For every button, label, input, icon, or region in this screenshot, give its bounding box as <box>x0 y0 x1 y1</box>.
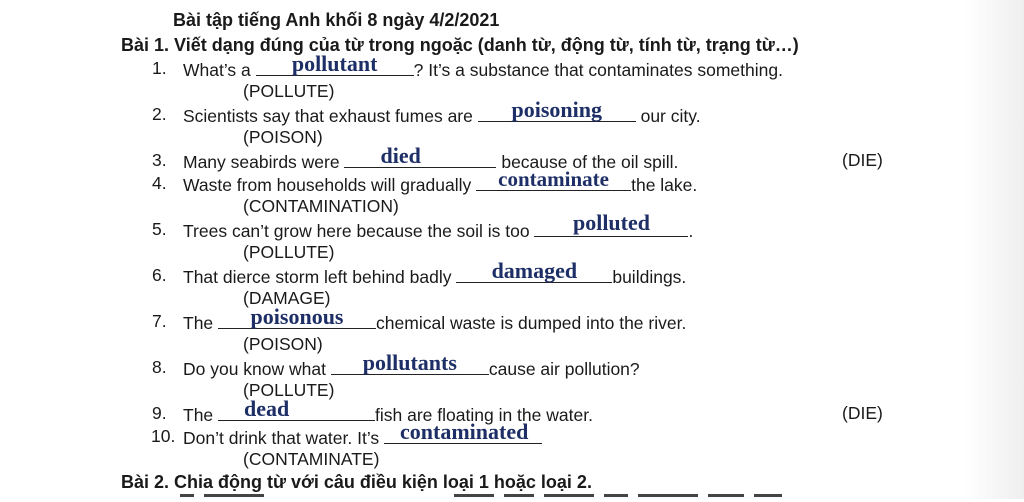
answer-blank <box>218 396 375 421</box>
word-hint: (DIE) <box>842 403 883 423</box>
answer-blank <box>478 97 636 122</box>
handwritten-answer: dead <box>244 396 290 421</box>
item-sentence: What’s a pollutant ? It’s a substance that contaminates something. <box>183 51 783 80</box>
handwritten-answer: pollutant <box>291 51 378 76</box>
item-number: 4. <box>152 173 167 193</box>
handwritten-answer: pollutants <box>362 350 457 375</box>
word-hint: (POISON) <box>243 127 323 147</box>
item-sentence: That dierce storm left behind badly damaged buildings. <box>183 258 687 287</box>
item-number: 9. <box>152 403 167 423</box>
exercise-1-heading: Bài 1. Viết dạng đúng của từ trong ngoặc (danh từ, động từ, tính từ, trạng từ…) <box>121 35 799 55</box>
answer-blank <box>534 210 688 237</box>
item-sentence: The dead fish are floating in the water. <box>183 396 593 425</box>
item-sentence: Don’t drink that water. It’s contaminated <box>183 425 542 449</box>
word-hint: (CONTAMINATE) <box>243 449 380 469</box>
page-shadow <box>964 0 1024 499</box>
answer-blank <box>384 419 542 444</box>
item-number: 3. <box>152 150 167 170</box>
item-number: 8. <box>152 357 167 377</box>
answer-blank <box>256 51 414 76</box>
item-number: 6. <box>152 265 167 285</box>
answer-blank <box>331 350 489 375</box>
handwritten-answer: contaminated <box>400 419 529 444</box>
answer-blank <box>456 258 612 283</box>
item-number: 1. <box>152 58 167 78</box>
answer-blank <box>344 143 496 168</box>
item-sentence: Do you know what pollutants cause air pollution? <box>183 350 640 379</box>
handwritten-answer: damaged <box>491 258 578 283</box>
handwritten-answer: poisonous <box>250 304 344 329</box>
item-sentence: The poisonous chemical waste is dumped into the river. <box>183 304 687 333</box>
item-sentence: Trees can’t grow here because the soil is too polluted . <box>183 210 694 241</box>
word-hint: (CONTAMINATION) <box>243 196 399 216</box>
worksheet-title: Bài tập tiếng Anh khối 8 ngày 4/2/2021 <box>173 10 500 30</box>
answer-blank <box>218 304 376 329</box>
handwritten-answer: contaminate <box>498 167 609 191</box>
item-number: 10. <box>151 426 176 446</box>
exercise-2-heading: Bài 2. Chia động từ với câu điều kiện loại 1 hoặc loại 2. <box>121 472 592 492</box>
item-sentence: Many seabirds were died because of the oil spill. <box>183 143 679 172</box>
item-number: 2. <box>152 104 167 124</box>
word-hint: (POLLUTE) <box>243 81 335 101</box>
item-number: 7. <box>152 311 167 331</box>
handwritten-answer: poisoning <box>511 97 602 122</box>
cropped-text-line <box>180 494 820 502</box>
item-number: 5. <box>152 219 167 239</box>
item-sentence: Scientists say that exhaust fumes are poisoning our city. <box>183 97 701 126</box>
word-hint: (DAMAGE) <box>243 288 331 308</box>
answer-blank <box>476 167 631 191</box>
handwritten-answer: polluted <box>572 210 650 235</box>
word-hint: (POLLUTE) <box>243 380 335 400</box>
handwritten-answer: died <box>380 143 421 168</box>
word-hint: (POLLUTE) <box>243 242 335 262</box>
word-hint: (DIE) <box>842 150 883 170</box>
word-hint: (POISON) <box>243 334 323 354</box>
item-sentence: Waste from households will gradually contaminate the lake. <box>183 167 698 195</box>
